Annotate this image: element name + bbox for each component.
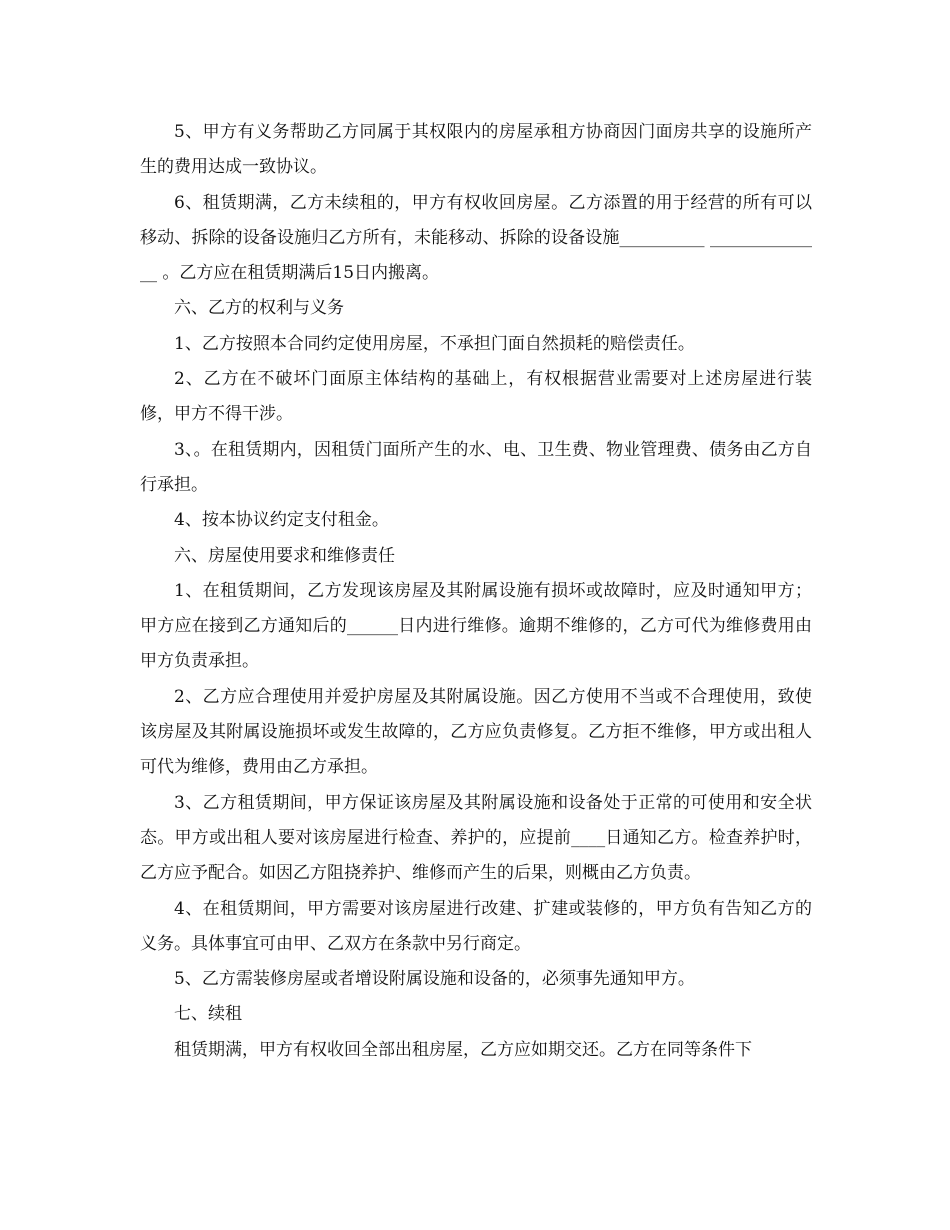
paragraph-repair-clause-2: 2、乙方应合理使用并爱护房屋及其附属设施。因乙方使用不当或不合理使用，致使该房屋及其附属设施损坏或发生故障的，乙方应负责修复。乙方拒不维修，甲方或出租人可代为维修，费用由乙方承担。 <box>140 686 812 778</box>
paragraph-lessee-clause-1: 1、乙方按照本合同约定使用房屋，不承担门面自然损耗的赔偿责任。 <box>174 333 695 354</box>
paragraph-renewal: 租赁期满，甲方有权收回全部出租房屋，乙方应如期交还。乙方在同等条件下 <box>174 1039 752 1060</box>
section-heading-renewal: 七、续租 <box>174 1004 242 1025</box>
paragraph-repair-clause-5: 5、乙方需装修房屋或者增设附属设施和设备的，必须事先通知甲方。 <box>174 969 695 990</box>
paragraph-repair-clause-1: 1、在租赁期间，乙方发现该房屋及其附属设施有损坏或故障时，应及时通知甲方；甲方应在接到乙方通知后的______日内进行维修。逾期不维修的，乙方可代为维修费用由甲方负责承担。 <box>140 580 812 672</box>
paragraph-repair-clause-3: 3、乙方租赁期间，甲方保证该房屋及其附属设施和设备处于正常的可使用和安全状态。甲方或出租人要对该房屋进行检查、养护的，应提前____日通知乙方。检查养护时，乙方应予配合。如因乙方阻挠养护、维修而产生的后果，则概由乙方负责。 <box>140 792 812 884</box>
paragraph-lessee-clause-4: 4、按本协议约定支付租金。 <box>174 510 389 531</box>
section-heading-usage-repair: 六、房屋使用要求和维修责任 <box>174 545 395 566</box>
paragraph-lessee-clause-3: 3、。在租赁期内，因租赁门面所产生的水、电、卫生费、物业管理费、债务由乙方自行承担。 <box>140 439 812 495</box>
section-heading-lessee-rights: 六、乙方的权利与义务 <box>174 298 344 319</box>
document-body <box>140 115 812 1068</box>
paragraph-lessee-clause-2: 2、乙方在不破坏门面原主体结构的基础上，有权根据营业需要对上述房屋进行装修，甲方不得干涉。 <box>140 369 812 425</box>
paragraph-clause-5-facility-costs: 5、甲方有义务帮助乙方同属于其权限内的房屋承租方协商因门面房共享的设施所产生的费用达成一致协议。 <box>140 122 812 178</box>
paragraph-repair-clause-4: 4、在租赁期间，甲方需要对该房屋进行改建、扩建或装修的，甲方负有告知乙方的义务。具体事宜可由甲、乙双方在条款中另行商定。 <box>140 898 812 954</box>
paragraph-clause-6-lease-expiry: 6、租赁期满，乙方未续租的，甲方有权收回房屋。乙方添置的用于经营的所有可以移动、拆除的设备设施归乙方所有，未能移动、拆除的设备设施__________ ______________ 。乙方应在租赁期满后15日内搬离。 <box>140 192 812 284</box>
